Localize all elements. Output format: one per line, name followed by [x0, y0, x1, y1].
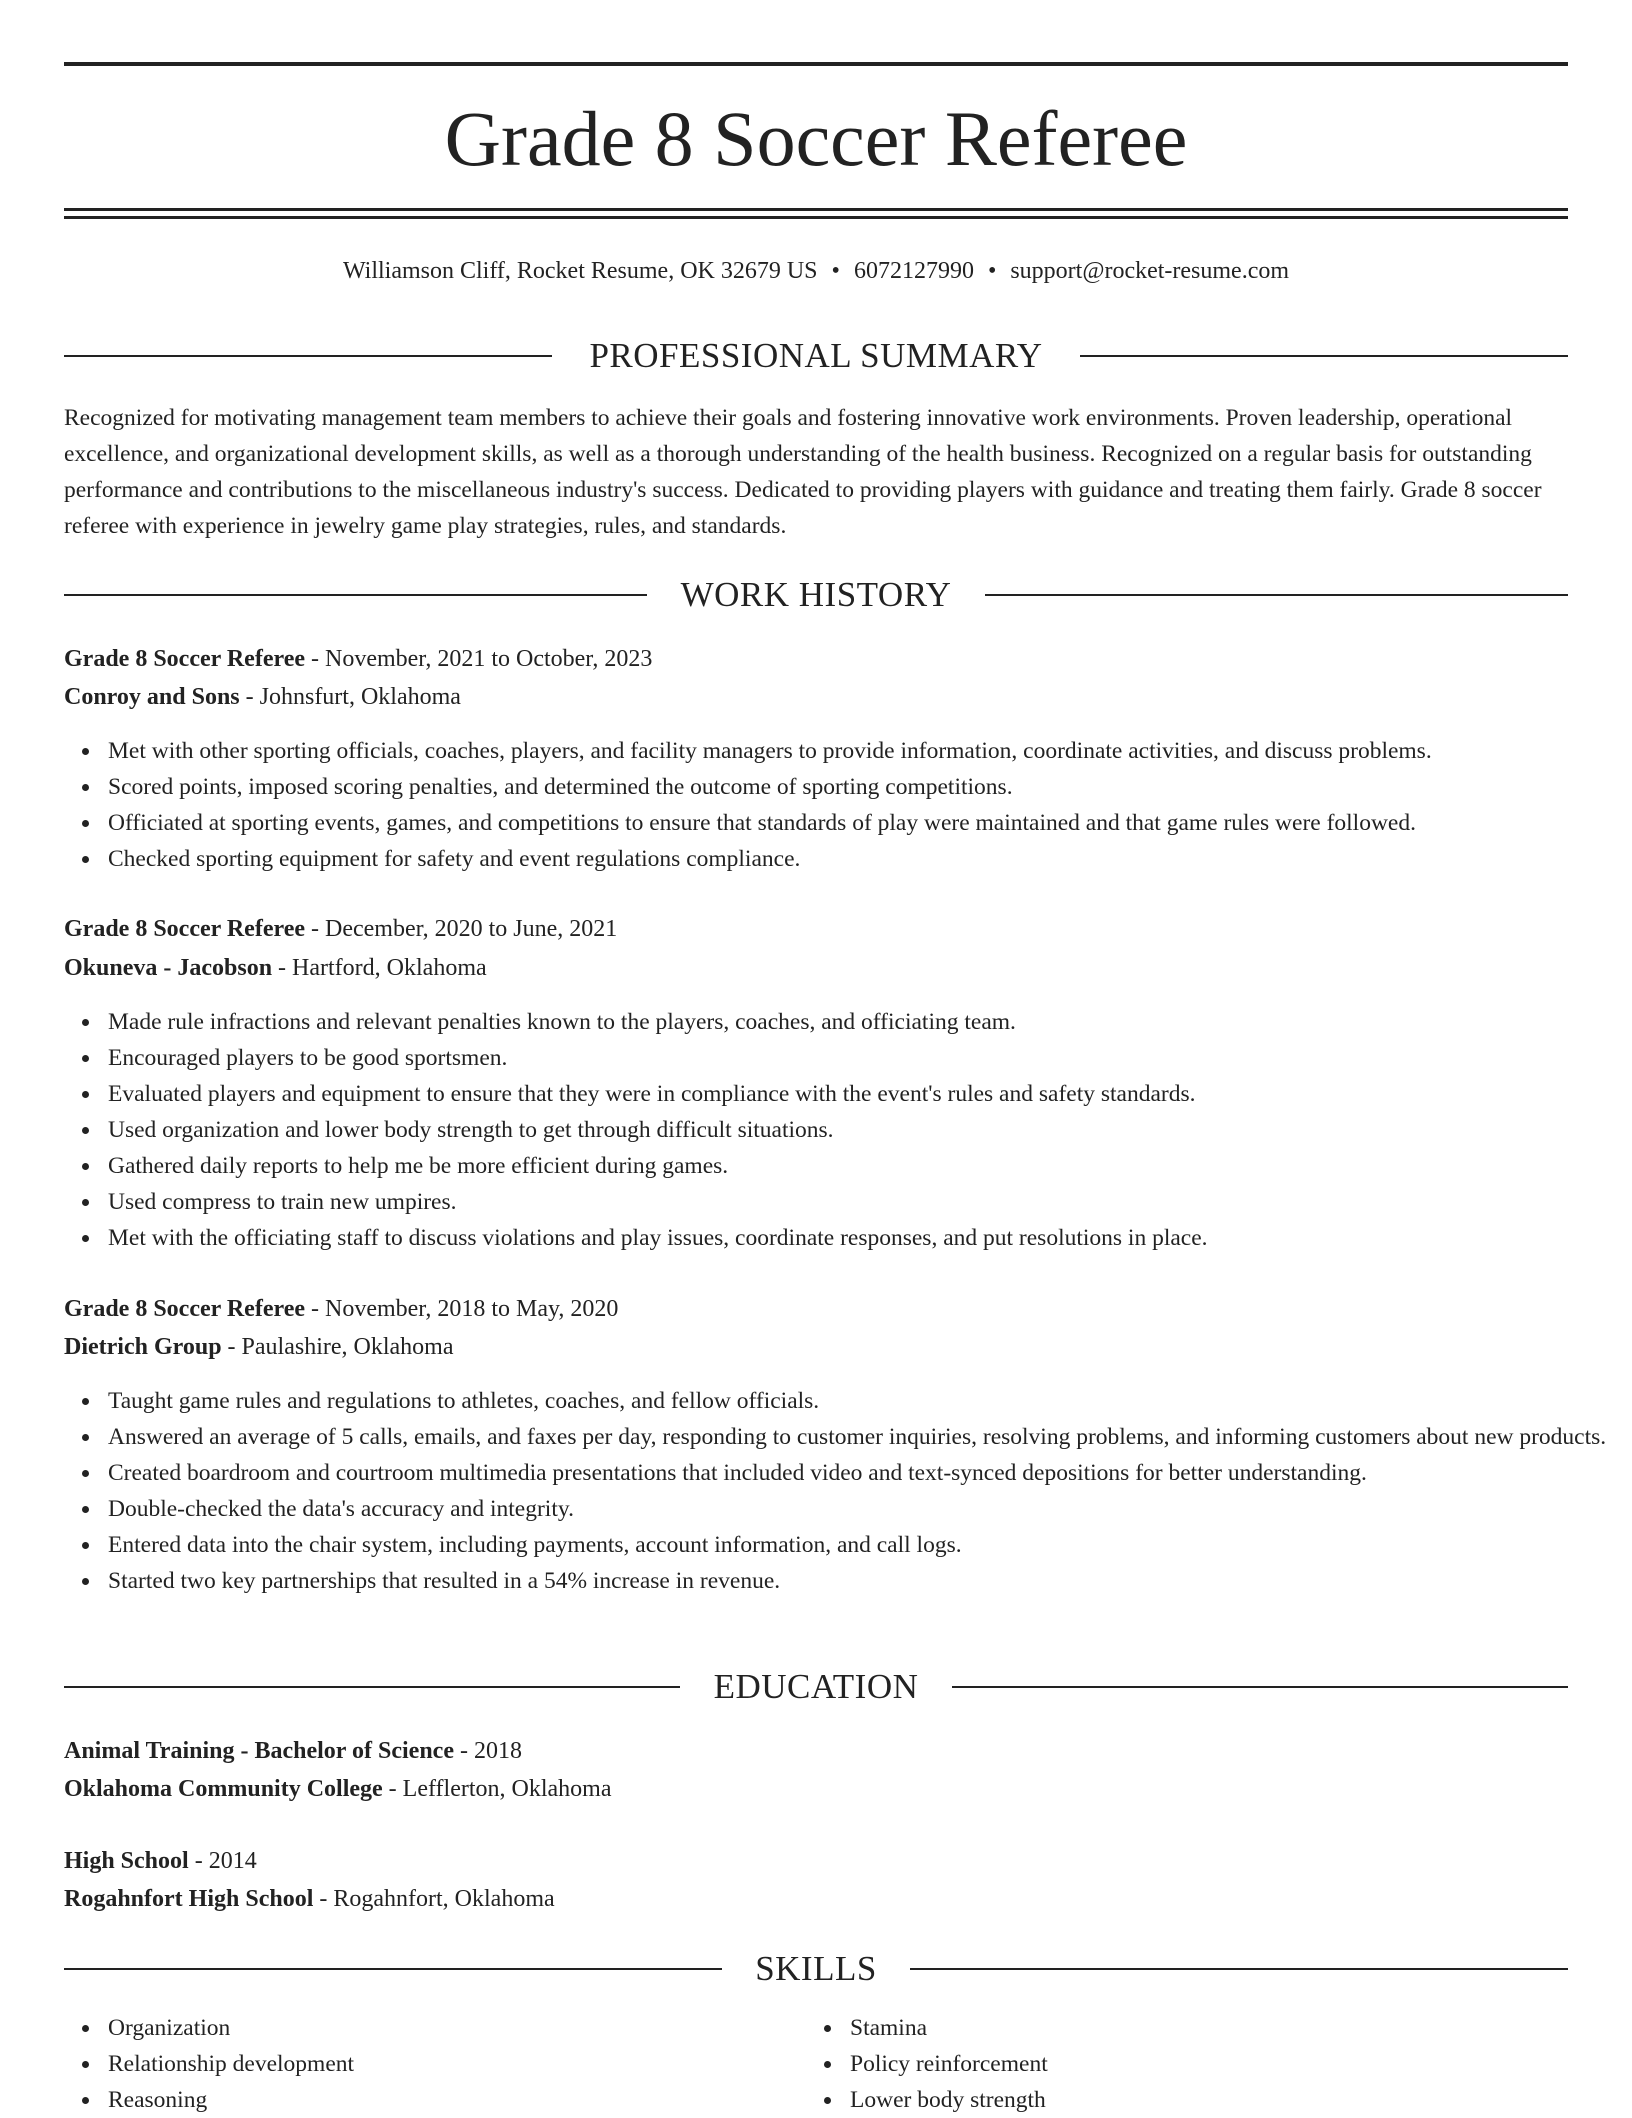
title-rule-lower — [64, 216, 1568, 219]
job-dates: - November, 2021 to October, 2023 — [311, 646, 653, 672]
job-location: - Johnsfurt, Oklahoma — [245, 684, 461, 710]
section-heading-label: WORK HISTORY — [680, 575, 952, 614]
contact-phone: 6072127990 — [853, 258, 974, 284]
resume-title: Grade 8 Soccer Referee — [444, 95, 1188, 182]
education-school: Rogahnfort High School — [64, 1886, 314, 1912]
job-dates: - December, 2020 to June, 2021 — [311, 916, 618, 942]
skills-list-left — [64, 2010, 808, 2118]
job-title-line — [64, 640, 1568, 678]
job-company-line — [64, 1328, 1568, 1366]
list-item: Used compress to train new umpires. — [108, 1184, 1612, 1220]
section-heading-skills — [64, 1949, 1568, 1989]
skill-item: Reasoning — [108, 2082, 808, 2118]
job-location: - Hartford, Oklahoma — [278, 955, 487, 981]
contact-email: support@rocket-resume.com — [1010, 258, 1290, 284]
education-degree: High School — [64, 1848, 189, 1874]
list-item: Met with the officiating staff to discuss violations and play issues, coordinate responses, and put resolutions in place. — [108, 1220, 1612, 1256]
skill-item: Stamina — [850, 2010, 1550, 2046]
section-heading-work — [64, 575, 1568, 615]
list-item: Evaluated players and equipment to ensure that they were in compliance with the event's rules and safety standards. — [108, 1076, 1612, 1112]
list-item: Met with other sporting officials, coaches, players, and facility managers to provide information, coordinate activities, and discuss problems. — [108, 733, 1612, 769]
education-degree-line — [64, 1732, 1568, 1770]
list-item: Encouraged players to be good sportsmen. — [108, 1040, 1612, 1076]
job-company: Dietrich Group — [64, 1334, 222, 1360]
skill-item: Policy reinforcement — [850, 2046, 1550, 2082]
job-company-line — [64, 949, 1568, 987]
list-item: Double-checked the data's accuracy and integrity. — [108, 1491, 1612, 1527]
education-school: Oklahoma Community College — [64, 1776, 383, 1802]
section-heading-label: PROFESSIONAL SUMMARY — [589, 336, 1043, 375]
list-item: Checked sporting equipment for safety and event regulations compliance. — [108, 841, 1612, 877]
skill-item: Organization — [108, 2010, 808, 2046]
education-year: - 2014 — [194, 1848, 257, 1874]
education-location: - Lefflerton, Oklahoma — [388, 1776, 612, 1802]
job-title: Grade 8 Soccer Referee — [64, 916, 305, 942]
list-item: Taught game rules and regulations to athletes, coaches, and fellow officials. — [108, 1383, 1612, 1419]
list-item: Answered an average of 5 calls, emails, and faxes per day, responding to customer inquiries, resolving problems, and informing customers about new products. — [108, 1419, 1612, 1455]
skills-list-right — [806, 2010, 1550, 2118]
list-item: Scored points, imposed scoring penalties, and determined the outcome of sporting competitions. — [108, 769, 1612, 805]
job-title: Grade 8 Soccer Referee — [64, 1296, 305, 1322]
education-year: - 2018 — [460, 1738, 522, 1764]
education-degree: Animal Training - Bachelor of Science — [64, 1738, 454, 1764]
top-rule — [64, 62, 1568, 66]
list-item: Gathered daily reports to help me be more efficient during games. — [108, 1148, 1612, 1184]
summary-text: Recognized for motivating management team members to achieve their goals and fostering innovative work environments. Proven leadership, operational excellence, and organizational development skills, as well as a thorough understanding of the health business. Recognized on a regular basis for outstanding performance and contributions to the miscellaneous industry's success. Dedicated to providing players with guidance and treating them fairly. Grade 8 soccer referee with experience in jewelry game play strategies, rules, and standards. — [64, 405, 1542, 539]
job-location: - Paulashire, Oklahoma — [227, 1334, 454, 1360]
job-bullets — [64, 733, 1612, 877]
list-item: Created boardroom and courtroom multimedia presentations that included video and text-synced depositions for better understanding. — [108, 1455, 1612, 1491]
skill-item: Lower body strength — [850, 2082, 1550, 2118]
list-item: Used organization and lower body strength to get through difficult situations. — [108, 1112, 1612, 1148]
list-item: Made rule infractions and relevant penalties known to the players, coaches, and officiating team. — [108, 1004, 1612, 1040]
job-dates: - November, 2018 to May, 2020 — [311, 1296, 619, 1322]
education-school-line — [64, 1880, 1568, 1918]
section-heading-education — [64, 1667, 1568, 1707]
job-company: Okuneva - Jacobson — [64, 955, 273, 981]
job-company: Conroy and Sons — [64, 684, 240, 710]
list-item: Started two key partnerships that resulted in a 54% increase in revenue. — [108, 1563, 1612, 1599]
list-item: Officiated at sporting events, games, and competitions to ensure that standards of play were maintained and that game rules were followed. — [108, 805, 1612, 841]
section-heading-label: EDUCATION — [713, 1667, 919, 1706]
job-title-line — [64, 910, 1568, 948]
job-bullets — [64, 1383, 1612, 1599]
contact-line — [64, 254, 1568, 288]
section-heading-label: SKILLS — [755, 1949, 877, 1988]
education-location: - Rogahnfort, Oklahoma — [319, 1886, 555, 1912]
job-title: Grade 8 Soccer Referee — [64, 646, 305, 672]
skill-item: Relationship development — [108, 2046, 808, 2082]
list-item: Entered data into the chair system, including payments, account information, and call logs. — [108, 1527, 1612, 1563]
section-heading-summary — [64, 336, 1568, 376]
contact-separator: • — [987, 258, 997, 284]
education-school-line — [64, 1770, 1568, 1808]
job-company-line — [64, 678, 1568, 716]
job-title-line — [64, 1290, 1568, 1328]
contact-address: Williamson Cliff, Rocket Resume, OK 32679 US — [342, 258, 818, 284]
contact-separator: • — [831, 258, 840, 284]
education-degree-line — [64, 1842, 1568, 1880]
title-rule-upper — [64, 208, 1568, 211]
job-bullets — [64, 1004, 1612, 1256]
